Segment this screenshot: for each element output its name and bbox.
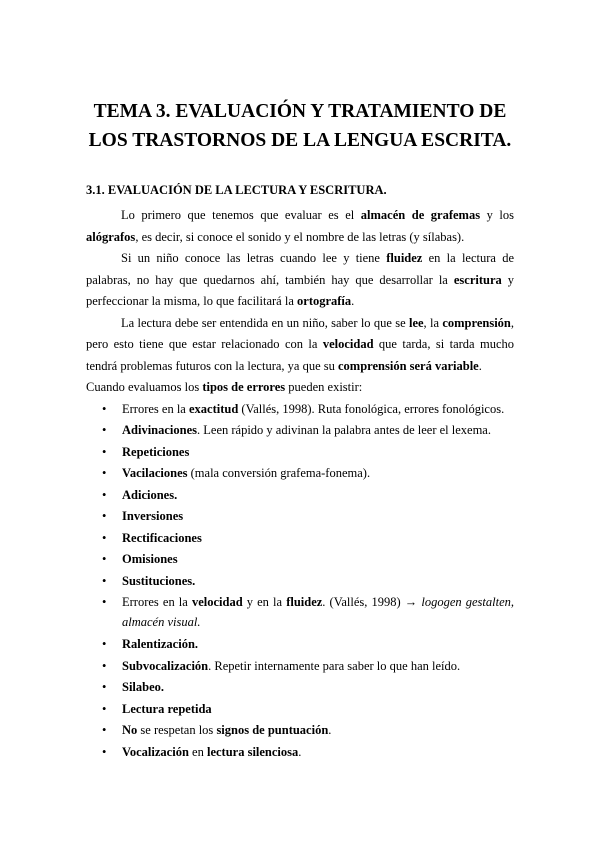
bold-term: Adivinaciones xyxy=(122,423,198,437)
text: . xyxy=(478,358,482,373)
bold-term: Omisiones xyxy=(122,552,178,566)
text: en la lectura de palabras, no hay que quedarnos ahí, también hay que desarrollar la xyxy=(86,251,514,287)
text: pueden existir: xyxy=(285,380,363,394)
list-item xyxy=(86,634,514,656)
list-item xyxy=(86,742,514,764)
text: Errores en la xyxy=(122,595,192,609)
bullet: • xyxy=(102,637,107,651)
bold-term: lectura silenciosa xyxy=(206,744,299,759)
bullet: • xyxy=(102,530,107,545)
text: (mala conversión grafema-fonema). xyxy=(187,466,371,480)
title-line-1: TEMA 3. EVALUACIÓN Y TRATAMIENTO DE xyxy=(93,101,507,122)
list-item xyxy=(86,656,514,678)
text: . xyxy=(351,294,355,308)
bold-term: almacén de grafemas xyxy=(360,208,481,222)
bullet: • xyxy=(102,401,107,416)
bold-term: Repeticiones xyxy=(122,444,190,459)
list-item xyxy=(86,399,514,421)
bold-term: fluidez xyxy=(386,251,423,265)
bold-term: Silabeo. xyxy=(122,680,165,694)
bold-term: comprensión xyxy=(442,315,511,330)
section-heading: 3.1. EVALUACIÓN DE LA LECTURA Y ESCRITURA. xyxy=(86,183,387,197)
bold-term: velocidad xyxy=(191,595,243,609)
bullet: • xyxy=(102,509,107,523)
paragraph-fluidez xyxy=(86,248,514,313)
text: y los xyxy=(480,208,514,222)
text: , pero esto tiene que estar relacionado con la xyxy=(86,315,514,351)
list-item xyxy=(86,442,514,464)
text: . Leen rápido y adivinan la palabra antes de leer el lexema. xyxy=(197,423,491,437)
bullet: • xyxy=(102,701,107,716)
bullet: • xyxy=(102,487,107,502)
text: Cuando evaluamos los xyxy=(86,380,203,394)
text: . Repetir internamente para saber lo que han leído. xyxy=(208,658,461,673)
list-item xyxy=(86,592,514,634)
page-title xyxy=(0,97,600,155)
bold-term: Inversiones xyxy=(122,509,184,523)
bold-term: Vacilaciones xyxy=(122,466,188,480)
list-item xyxy=(86,720,514,742)
bullet: • xyxy=(102,423,107,437)
text: en xyxy=(188,744,207,759)
bold-term: tipos de errores xyxy=(202,380,286,394)
bold-term: Adiciones. xyxy=(122,487,178,502)
bold-term: Lectura repetida xyxy=(122,701,212,716)
bold-term: ortografía xyxy=(297,294,352,308)
text: y perfeccionar la misma, lo que facilitará la xyxy=(86,272,515,308)
italic-term: logogen gestalten, almacén visual. xyxy=(122,595,515,629)
list-item xyxy=(86,699,514,721)
bold-term: escritura xyxy=(453,272,502,287)
body-text xyxy=(86,205,514,763)
list-item xyxy=(86,677,514,699)
text: (Vallés, 1998). Ruta fonológica, errores fonológicos. xyxy=(238,401,505,416)
list-item xyxy=(86,420,514,442)
bold-term: Rectificaciones xyxy=(122,530,202,545)
list-item xyxy=(86,571,514,593)
list-item xyxy=(86,463,514,485)
paragraph-grafemas xyxy=(86,205,514,248)
bullet: • xyxy=(102,723,107,737)
list-item xyxy=(86,506,514,528)
text: , es decir, si conoce el sonido y el nombre de las letras (y sílabas). xyxy=(135,229,465,244)
bold-term: comprensión será variable xyxy=(338,358,479,373)
bold-term: lee xyxy=(408,315,424,330)
text: , la xyxy=(423,315,443,330)
bold-term: No xyxy=(122,723,138,737)
text: . xyxy=(298,744,302,759)
bullet: • xyxy=(102,658,107,673)
text: Errores en la xyxy=(122,401,189,416)
bold-term: Ralentización. xyxy=(122,637,199,651)
bold-term: Subvocalización xyxy=(122,658,209,673)
list-item xyxy=(86,549,514,571)
bold-term: signos de puntuación xyxy=(216,723,329,737)
paragraph-comprension xyxy=(86,313,514,378)
bold-term: Sustituciones. xyxy=(122,573,196,588)
title-line-2: LOS TRASTORNOS DE LA LENGUA ESCRITA. xyxy=(88,130,512,151)
bold-term: alógrafos xyxy=(86,229,136,244)
bold-term: Vocalización xyxy=(122,744,189,759)
text: . xyxy=(328,723,332,737)
text: se respetan los xyxy=(137,723,217,737)
bold-term: exactitud xyxy=(188,401,239,416)
text: y en la xyxy=(242,595,287,609)
text: Lo primero que tenemos que evaluar es el xyxy=(121,208,361,222)
bullet: • xyxy=(102,466,107,480)
bullet: • xyxy=(102,573,107,588)
bullet: • xyxy=(102,444,107,459)
bullet: • xyxy=(102,744,107,759)
list-item xyxy=(86,528,514,550)
text: que tarda, si tarda mucho tendrá problemas futuros con la lectura, ya que su xyxy=(86,337,515,373)
bold-term: velocidad xyxy=(322,337,374,351)
bullet: • xyxy=(102,595,107,609)
bullet: • xyxy=(102,680,107,694)
bullet: • xyxy=(102,552,107,566)
text: Si un niño conoce las letras cuando lee y tiene xyxy=(121,251,387,265)
errors-list xyxy=(86,399,514,764)
text: . (Vallés, 1998) → xyxy=(322,595,422,609)
bold-term: fluidez xyxy=(286,595,323,609)
list-item xyxy=(86,485,514,507)
text: La lectura debe ser entendida en un niño, saber lo que se xyxy=(121,315,409,330)
paragraph-errores-intro xyxy=(86,377,514,399)
